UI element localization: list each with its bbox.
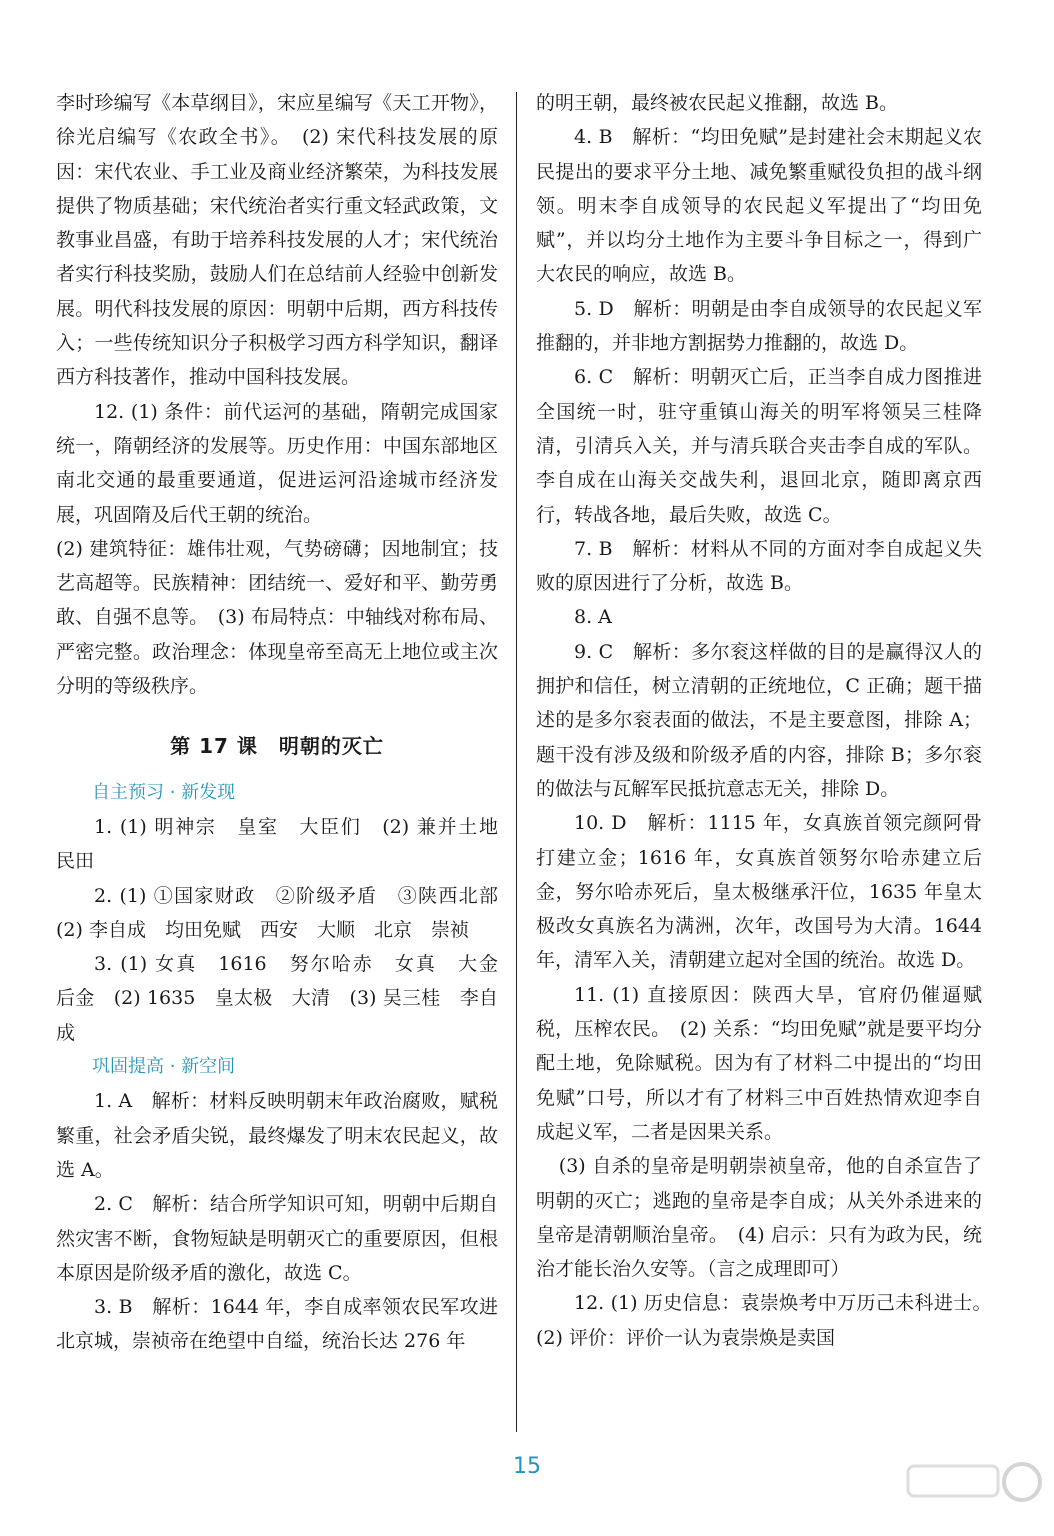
section-heading-preview: 自主预习 · 新发现 [92,781,236,803]
lesson-title: 第 17 课 明朝的灭亡 [170,734,384,759]
answer-paragraph: 李时珍编写《本草纲目》，宋应星编写《天工开物》，徐光启编写《农政全书》。 (2) 宋代科技发展的原因：宋代农业、手工业及商业经济繁荣，为科技发展提供了物质基础；宋代统治者实行重文轻武政策，文教事业昌盛，有助于培养科技发展的人才；宋代统治者实行科技奖励，鼓励人们在总结前人经验中创新发展。明代科技发展的原因：明朝中后期，西方科技传入；一些传统知识分子积极学习西方科学知识，翻译西方科技著作，推动中国科技发展。 [56,92,498,389]
answer-5: 5. D 解析：明朝是由李自成领导的农民起义军推翻的，并非地方割据势力推翻的，故选 D。 [536,297,982,355]
answer-9: 9. C 解析：多尔衮这样做的目的是赢得汉人的拥护和信任，树立清朝的正统地位，C 正确；题干描述的是多尔衮表面的做法，不是主要意图，排除 A；题干没有涉及级和阶级矛盾的内容，排除 B；多尔衮的做法与瓦解军民抵抗意志无关，排除 D。 [536,640,982,800]
answer-12: 12. (1) 条件：前代运河的基础，隋朝完成国家统一，隋朝经济的发展等。历史作用：中国东部地区南北交通的最重要通道，促进运河沿途城市经济发展，巩固隋及后代王朝的统治。 [56,400,498,526]
preview-q1: 1. (1) 明神宗 皇室 大臣们 (2) 兼并土地 民田 [56,815,518,873]
answer-11: 11. (1) 直接原因：陕西大旱，官府仍催逼赋税，压榨农民。 (2) 关系：“均田免赋”就是要平均分配土地，免除赋税。因为有了材料二中提出的“均田免赋”口号，所以才有了材料三中百姓热情欢迎李自成起义军，二者是因果关系。 [536,983,982,1143]
page-number: 15 [513,1454,541,1479]
answer-6: 6. C 解析：明朝灭亡后，正当李自成力图推进全国统一时，驻守重镇山海关的明军将领吴三桂降清，引清兵入关，并与清兵联合夹击李自成的军队。李自成在山海关交战失利，退回北京，随即离京西行，转战各地，最后失败，故选 C。 [536,366,982,526]
answer-4: 4. B 解析：“均田免赋”是封建社会末期起义农民提出的要求平分土地、减免繁重赋役负担的战斗纲领。明末李自成领导的农民起义军提出了“均田免赋”，并以均分土地作为主要斗争目标之一，得到广大农民的响应，故选 B。 [536,126,982,286]
right-column [536,86,1002,1355]
consolidate-q1: 1. A 解析：材料反映明朝末年政治腐败，赋税繁重，社会矛盾尖锐，最终爆发了明末农民起义，故选 A。 [56,1090,498,1181]
answer-12-cont: (2) 建筑特征：雄伟壮观，气势磅礴；因地制宜；技艺高超等。民族精神：团结统一、爱好和平、勤劳勇敢、自强不息等。 (3) 布局特点：中轴线对称布局、严密完整。政治理念：体现皇帝至高无上地位或主次分明的等级秩序。 [56,537,498,698]
column-divider [516,92,517,1432]
consolidate-q3: 3. B 解析：1644 年，李自成率领农民军攻进北京城，崇祯帝在绝望中自缢，统治长达 276 年 [56,1296,498,1353]
section-heading-consolidate: 巩固提高 · 新空间 [92,1056,236,1078]
preview-q2: 2. (1) ①国家财政 ②阶级矛盾 ③陕西北部 (2) 李自成 均田免赋 西安 大顺 北京 崇祯 [56,884,518,941]
answer-12: 12. (1) 历史信息：袁崇焕考中万历己未科进士。 (2) 评价：评价一认为袁崇焕是卖国 [536,1292,1002,1349]
answer-3-cont: 的明王朝，最终被农民起义推翻，故选 B。 [536,92,899,114]
answer-7: 7. B 解析：材料从不同的方面对李自成起义失败的原因进行了分析，故选 B。 [536,537,982,595]
answer-8: 8. A [574,606,612,629]
left-column [56,86,518,1359]
answer-10: 10. D 解析：1115 年，女真族首领完颜阿骨打建立金；1616 年，女真族首领努尔哈赤建立后金，努尔哈赤死后，皇太极继承汗位，1635 年皇太极改女真族名为满洲，次年，改国号为大清。1644 年，清军入关，清朝建立起对全国的统治。故选 D。 [536,812,982,972]
answer-11-cont: (3) 自杀的皇帝是明朝崇祯皇帝，他的自杀宣告了明朝的灭亡；逃跑的皇帝是李自成；从关外杀进来的皇帝是清朝顺治皇帝。 (4) 启示：只有为政为民，统治才能长治久安等。（言之成理即可） [536,1155,982,1281]
watermark-logo [898,1458,1048,1530]
preview-q3: 3. (1) 女真 1616 努尔哈赤 女真 大金 后金 (2) 1635 皇太极 大清 (3) 吴三桂 李自成 [56,953,518,1044]
consolidate-q2: 2. C 解析：结合所学知识可知，明朝中后期自然灾害不断，食物短缺是明朝灭亡的重要原因，但根本原因是阶级矛盾的激化，故选 C。 [56,1193,498,1284]
